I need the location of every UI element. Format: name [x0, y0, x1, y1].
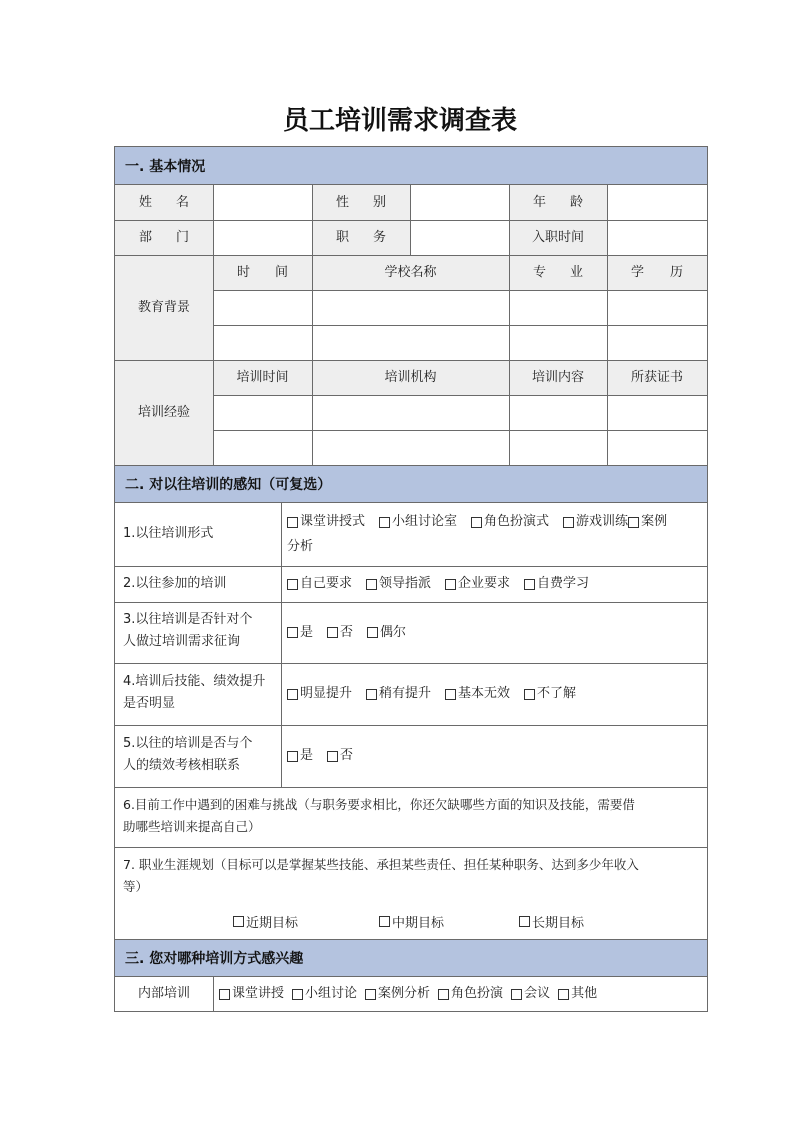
- training-experience-label: 培训经验: [137, 404, 190, 420]
- section-2-header: 二. 对以往培训的感知（可复选）: [115, 465, 707, 503]
- q2-options: [281, 566, 707, 602]
- q4-option[interactable]: 不了解: [524, 683, 576, 705]
- department-field[interactable]: [213, 220, 312, 255]
- edu-time-header: 时 间: [237, 264, 288, 280]
- education-label: 教育背景: [137, 299, 190, 315]
- q1-option[interactable]: 课堂讲授式: [287, 511, 365, 533]
- q5-options: [281, 725, 707, 787]
- position-label: 职 务: [336, 229, 386, 245]
- q3-option[interactable]: 否: [327, 622, 353, 644]
- q3-option[interactable]: 偶尔: [367, 622, 406, 644]
- method-option[interactable]: 课堂讲授: [219, 983, 284, 1005]
- gender-field[interactable]: [410, 185, 509, 220]
- q4-option[interactable]: 稍有提升: [366, 683, 431, 705]
- q7-option-long-term[interactable]: 长期目标: [519, 912, 584, 931]
- checkbox-icon[interactable]: [471, 517, 482, 528]
- checkbox-icon[interactable]: [524, 689, 535, 700]
- checkbox-icon[interactable]: [287, 517, 298, 528]
- train-org-header: 培训机构: [384, 369, 437, 385]
- q5-option[interactable]: 是: [287, 745, 313, 767]
- checkbox-icon[interactable]: [379, 517, 390, 528]
- section-3-header: 三. 您对哪种培训方式感兴趣: [115, 939, 707, 977]
- q4-option[interactable]: 基本无效: [445, 683, 510, 705]
- q6-question: 6.目前工作中遇到的困难与挑战（与职务要求相比，你还欠缺哪些方面的知识及技能，需要借 助哪些培训来提高自己）: [123, 797, 635, 834]
- train-cert-header: 所获证书: [630, 369, 683, 385]
- q4-options: [281, 663, 707, 725]
- internal-training-label: 内部培训: [137, 986, 190, 1001]
- q1-label: 1.以往培训形式: [123, 526, 214, 541]
- checkbox-icon[interactable]: [445, 579, 456, 590]
- edu-major-header: 专 业: [533, 264, 583, 280]
- q2-label: 2.以往参加的培训: [123, 576, 227, 591]
- checkbox-icon[interactable]: [628, 517, 639, 528]
- join-date-field[interactable]: [607, 220, 707, 255]
- q7-question: 7. 职业生涯规划（目标可以是掌握某些技能、承担某些责任、担任某种职务、达到多少年收入 等）: [123, 857, 639, 894]
- checkbox-icon[interactable]: [365, 989, 376, 1000]
- q2-option[interactable]: 领导指派: [366, 573, 431, 595]
- survey-table: [114, 146, 708, 1012]
- q1-option[interactable]: 角色扮演式: [471, 511, 549, 533]
- checkbox-icon[interactable]: [366, 579, 377, 590]
- q5-option[interactable]: 否: [327, 745, 353, 767]
- position-field[interactable]: [410, 220, 509, 255]
- q1-options: 课堂讲授式 小组讨论室 角色扮演式 游戏训练 案例 分析: [281, 503, 707, 566]
- q7-option-short-term[interactable]: 近期目标: [233, 912, 298, 931]
- method-option[interactable]: 会议: [511, 983, 550, 1005]
- checkbox-icon[interactable]: [438, 989, 449, 1000]
- age-label: 年 龄: [533, 194, 583, 210]
- checkbox-icon[interactable]: [287, 579, 298, 590]
- checkbox-icon[interactable]: [287, 627, 298, 638]
- checkbox-icon[interactable]: [292, 989, 303, 1000]
- q3-options: [281, 602, 707, 663]
- age-field[interactable]: [607, 185, 707, 220]
- page-title: 员工培训需求调查表: [282, 106, 517, 136]
- train-content-header: 培训内容: [531, 369, 584, 385]
- checkbox-icon[interactable]: [287, 689, 298, 700]
- checkbox-icon[interactable]: [511, 989, 522, 1000]
- q1-option[interactable]: 游戏训练: [563, 511, 628, 533]
- q5-label: 5.以往的培训是否与个 人的绩效考核相联系: [123, 736, 253, 773]
- checkbox-icon[interactable]: [563, 517, 574, 528]
- q3-label: 3.以往培训是否针对个 人做过培训需求征询: [123, 612, 253, 649]
- checkbox-icon[interactable]: [379, 916, 390, 927]
- q2-option[interactable]: 自己要求: [287, 573, 352, 595]
- q1-option[interactable]: 案例: [628, 511, 667, 533]
- training-method-options: [213, 977, 707, 1011]
- checkbox-icon[interactable]: [287, 751, 298, 762]
- method-option[interactable]: 案例分析: [365, 983, 430, 1005]
- checkbox-icon[interactable]: [366, 689, 377, 700]
- checkbox-icon[interactable]: [445, 689, 456, 700]
- department-label: 部 门: [139, 229, 189, 245]
- q7-option-mid-term[interactable]: 中期目标: [379, 912, 444, 931]
- edu-degree-header: 学 历: [631, 264, 683, 280]
- join-date-label: 入职时间: [531, 229, 584, 245]
- q2-option[interactable]: 企业要求: [445, 573, 510, 595]
- q4-label: 4.培训后技能、绩效提升 是否明显: [123, 674, 266, 711]
- method-option[interactable]: 小组讨论: [292, 983, 357, 1005]
- train-time-header: 培训时间: [236, 369, 289, 385]
- checkbox-icon[interactable]: [327, 627, 338, 638]
- q1-option[interactable]: 小组讨论室: [379, 511, 457, 533]
- q2-option[interactable]: 自费学习: [524, 573, 589, 595]
- checkbox-icon[interactable]: [558, 989, 569, 1000]
- checkbox-icon[interactable]: [327, 751, 338, 762]
- name-field[interactable]: [213, 185, 312, 220]
- method-option[interactable]: 角色扮演: [438, 983, 503, 1005]
- gender-label: 性 别: [336, 194, 386, 210]
- checkbox-icon[interactable]: [219, 989, 230, 1000]
- checkbox-icon[interactable]: [519, 916, 530, 927]
- name-label: 姓 名: [139, 194, 189, 210]
- edu-school-header: 学校名称: [384, 264, 437, 280]
- section-1-header: 一. 基本情况: [115, 147, 707, 185]
- method-option[interactable]: 其他: [558, 983, 597, 1005]
- checkbox-icon[interactable]: [233, 916, 244, 927]
- checkbox-icon[interactable]: [367, 627, 378, 638]
- q4-option[interactable]: 明显提升: [287, 683, 352, 705]
- q3-option[interactable]: 是: [287, 622, 313, 644]
- checkbox-icon[interactable]: [524, 579, 535, 590]
